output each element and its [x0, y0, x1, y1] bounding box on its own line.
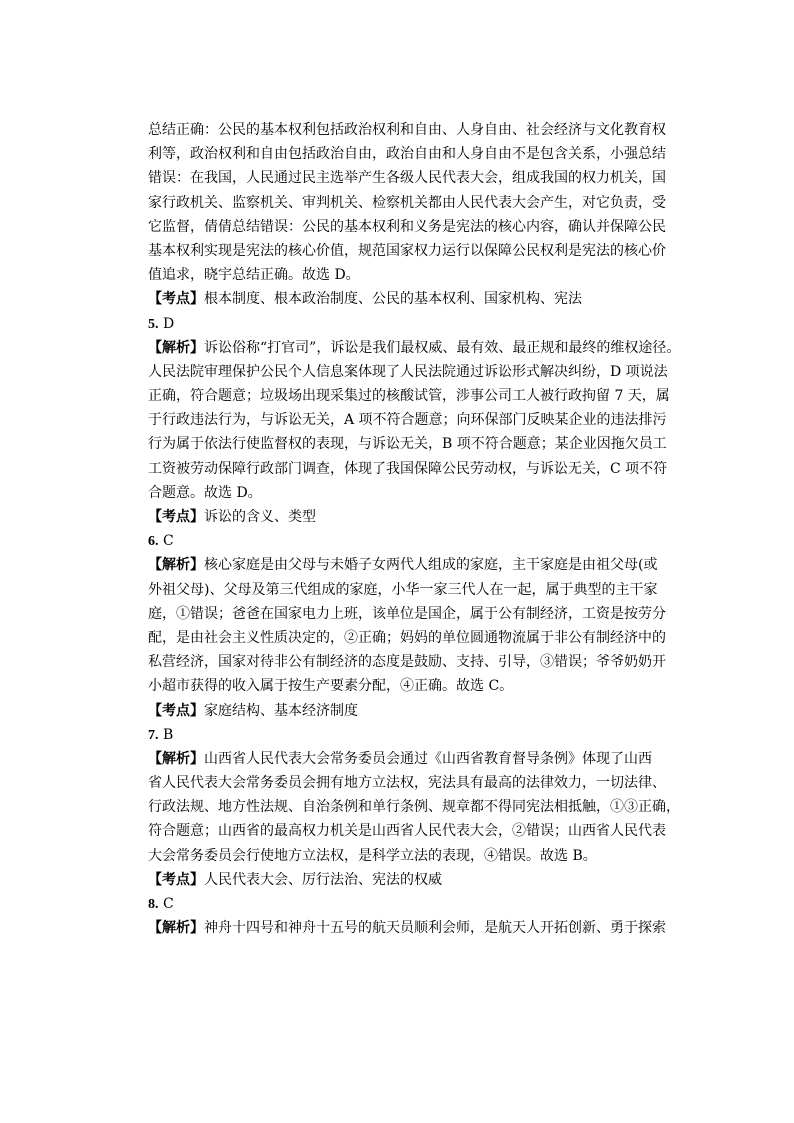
question-number: 5. [148, 316, 159, 332]
jiexi-line: 小超市获得的收入属于按生产要素分配，④正确。故选 C。 [148, 678, 514, 695]
kaodian-label: 【考点】 [148, 509, 204, 525]
jiexi-line: 省人民代表大会常务委员会拥有地方立法权，宪法具有最高的法律效力，一切法律、 [148, 775, 666, 792]
answer-letter: C [162, 533, 174, 550]
answer-line [148, 529, 668, 553]
jiexi-label: 【解析】 [148, 339, 204, 356]
jiexi-line: 错误：在我国，人民通过民主选举产生各级人民代表大会，组成我国的权力机关，国 [148, 170, 666, 187]
question-8 [148, 892, 668, 940]
jiexi-line: 庭，①错误；爸爸在国家电力上班，该单位是国企，属于公有制经济，工资是按劳分 [148, 605, 666, 622]
jiexi-text: 山西省人民代表大会常务委员会通过《山西省教育督导条例》体现了山西 [204, 750, 652, 767]
kaodian-line [148, 287, 668, 311]
kaodian-text: 诉讼的含义、类型 [204, 509, 316, 525]
kaodian-text: 根本制度、根本政治制度、公民的基本权利、国家机构、宪法 [204, 291, 582, 308]
jiexi-text: 诉讼俗称“打官司”，诉讼是我们最权威、最有效、最正规和最终的维权途径。 [204, 339, 681, 356]
jiexi-line: 私营经济，国家对待非公有制经济的态度是鼓励、支持、引导，③错误；爷爷奶奶开 [148, 654, 666, 671]
jiexi-line [148, 747, 668, 771]
kaodian-line [148, 699, 668, 723]
jiexi-line: 符合题意；山西省的最高权力机关是山西省人民代表大会，②错误；山西省人民代表 [148, 823, 666, 840]
answer-line [148, 892, 668, 916]
jiexi-line: 家行政机关、监察机关、审判机关、检察机关都由人民代表大会产生，对它负责，受 [148, 194, 666, 211]
question-number: 6. [148, 534, 159, 550]
jiexi-label: 【解析】 [148, 750, 204, 767]
answer-letter: C [162, 896, 174, 912]
jiexi-line [148, 916, 668, 940]
jiexi-line [148, 553, 668, 577]
jiexi-line: 合题意。故选 D。 [148, 484, 262, 501]
kaodian-text: 家庭结构、基本经济制度 [204, 702, 358, 719]
jiexi-line: 行为属于依法行使监督权的表现，与诉讼无关，B 项不符合题意；某企业因拖欠员工 [148, 436, 667, 453]
jiexi-label: 【解析】 [148, 557, 204, 574]
jiexi-line: 行政法规、地方性法规、自治条例和单行条例、规章都不得同宪法相抵触，①③正确， [148, 799, 680, 816]
jiexi-line: 正确，符合题意；垃圾场出现采集过的核酸试管，涉事公司工人被行政拘留 7 天，属 [148, 388, 670, 405]
answer-letter: B [162, 726, 174, 743]
answer-line [148, 312, 668, 336]
kaodian-label: 【考点】 [148, 702, 204, 719]
jiexi-line: 利等，政治权利和自由包括政治自由，政治自由和人身自由不是包含关系，小强总结 [148, 146, 666, 163]
answer-letter: D [162, 315, 175, 332]
kaodian-label: 【考点】 [148, 871, 204, 888]
kaodian-label: 【考点】 [148, 291, 204, 308]
jiexi-line: 外祖父母)、父母及第三代组成的家庭，小华一家三代人在一起，属于典型的主干家 [148, 581, 658, 598]
jiexi-label: 【解析】 [148, 920, 204, 937]
kaodian-text: 人民代表大会、厉行法治、宪法的权威 [204, 871, 442, 888]
jiexi-line: 工资被劳动保障行政部门调查，体现了我国保障公民劳动权，与诉讼无关，C 项不符 [148, 460, 668, 477]
question-5 [148, 312, 681, 530]
jiexi-line: 于行政违法行为，与诉讼无关，A 项不符合题意；向环保部门反映某企业的违法排污 [148, 412, 667, 429]
jiexi-line: 人民法院审理保护公民个人信息案体现了人民法院通过诉讼形式解决纠纷，D 项说法 [148, 363, 668, 380]
question-6 [148, 529, 668, 723]
jiexi-text: 神舟十四号和神舟十五号的航天员顺利会师，是航天人开拓创新、勇于探索 [204, 920, 666, 937]
jiexi-line: 基本权利实现是宪法的核心价值，规范国家权力运行以保障公民权利是宪法的核心价 [148, 242, 666, 259]
jiexi-line: 它监督，倩倩总结错误：公民的基本权利和义务是宪法的核心内容，确认并保障公民 [148, 218, 666, 235]
jiexi-text: 核心家庭是由父母与未婚子女两代人组成的家庭，主干家庭是由祖父母(或 [204, 557, 658, 574]
jiexi-line: 配，是由社会主义性质决定的，②正确；妈妈的单位圆通物流属于非公有制经济中的 [148, 629, 666, 646]
jiexi-line: 大会常务委员会行使地方立法权，是科学立法的表现，④错误。故选 B。 [148, 847, 597, 864]
answer-line [148, 723, 668, 747]
question-4-tail [148, 118, 668, 312]
kaodian-line [148, 868, 668, 892]
answer-page [148, 118, 681, 940]
question-number: 8. [148, 897, 159, 912]
question-number: 7. [148, 727, 159, 743]
jiexi-line [148, 336, 681, 360]
question-7 [148, 723, 680, 892]
jiexi-line: 总结正确：公民的基本权利包括政治权利和自由、人身自由、社会经济与文化教育权 [148, 122, 666, 138]
kaodian-line [148, 505, 668, 529]
jiexi-line: 值追求，晓宇总结正确。故选 D。 [148, 267, 360, 284]
